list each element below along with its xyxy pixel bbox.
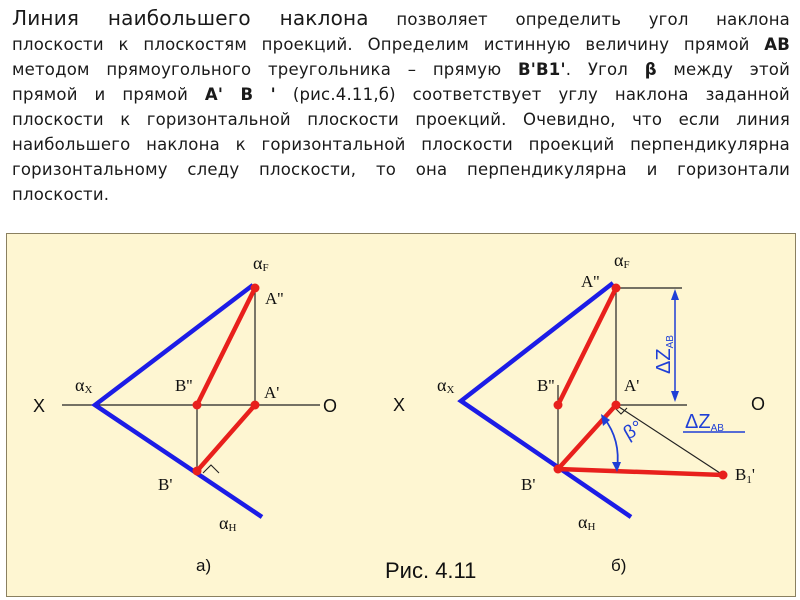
label-alpha-h-b: αH (578, 512, 596, 533)
point-a1-b (612, 401, 621, 410)
paragraph-line-2: плоскости к плоскостям проекций. Определим истинную величину прямой АВ (12, 35, 790, 54)
horizontal-projection-ab-a (197, 405, 255, 471)
label-b1-a: B' (158, 475, 173, 494)
panel-a (33, 253, 337, 575)
point-a1-a (251, 401, 260, 410)
label-b2-a: B'' (175, 376, 193, 395)
term-a1b1: А' В ' (204, 85, 276, 104)
term-ab: АВ (764, 35, 790, 54)
label-alpha-x-b: αX (437, 375, 455, 396)
label-a2-b: A'' (581, 272, 600, 291)
paragraph (12, 6, 790, 207)
point-b1-prime-b (719, 471, 728, 480)
term-bb1: В'В1' (517, 60, 566, 79)
paragraph-line-6: наибольшего наклона к горизонтальной плоскости проекций перпендикулярна (12, 135, 790, 154)
label-a1-a: A' (264, 383, 280, 402)
label-alpha-f-a: αF (253, 253, 269, 274)
label-alpha-x-a: αX (75, 375, 93, 396)
label-a2-a: A'' (265, 289, 284, 308)
label-x-a: X (33, 396, 46, 416)
label-b1-prime-b: B1' (735, 465, 755, 486)
point-a2-b (612, 284, 621, 293)
label-x-b: X (393, 395, 406, 415)
panel-b (393, 250, 765, 575)
point-b2-b (554, 401, 563, 410)
label-beta: β° (620, 416, 647, 445)
label-o-b: O (751, 394, 766, 414)
label-delta-z-horizontal: ΔZAB (685, 411, 724, 434)
point-b1-b (554, 465, 563, 474)
delta-z-arrow-up (671, 289, 679, 300)
panel-a-label: а) (196, 556, 212, 575)
plane-traces-b (461, 283, 631, 517)
horizontal-projection-ab-b (558, 405, 616, 469)
paragraph-line-1: Линия наибольшего наклона позволяет определить угол наклона (12, 6, 790, 30)
paragraph-line-3: методом прямоугольного треугольника – прямую В'В1'. Угол β между этой (12, 60, 790, 79)
figure-caption: Рис. 4.11 (385, 558, 477, 583)
paragraph-line-5: плоскости к горизонтальной плоскости проекций. Очевидно, что если линия (12, 110, 790, 129)
right-angle-mark-a (203, 465, 219, 473)
true-length-line-b (558, 469, 723, 475)
label-b1-b: B' (521, 475, 536, 494)
paragraph-line-8: плоскости. (12, 185, 110, 204)
point-b1-a (193, 467, 202, 476)
figure-4-11 (6, 233, 796, 597)
paragraph-line-7: горизонтальному следу плоскости, то она перпендикулярна и горизонтали (12, 160, 790, 179)
delta-z-arrow-down (671, 391, 679, 402)
paragraph-line-4: прямой и прямой А' В ' (рис.4.11,б) соответствует углу наклона заданной (12, 85, 790, 104)
point-a2-a (251, 284, 260, 293)
label-alpha-h-a: αH (219, 513, 237, 534)
beta-arc-b (604, 418, 618, 469)
label-a1-b: A' (624, 376, 640, 395)
figure-canvas (7, 234, 797, 598)
term-beta: β (644, 60, 657, 79)
label-b2-b: B'' (537, 376, 555, 395)
point-b2-a (193, 401, 202, 410)
label-delta-z-vertical: ΔZAB (653, 335, 676, 374)
term-steepest-line: Линия наибольшего наклона (12, 6, 369, 30)
label-o-a: O (323, 396, 338, 416)
label-alpha-f-b: αF (614, 250, 630, 271)
panel-b-label: б) (611, 556, 627, 575)
